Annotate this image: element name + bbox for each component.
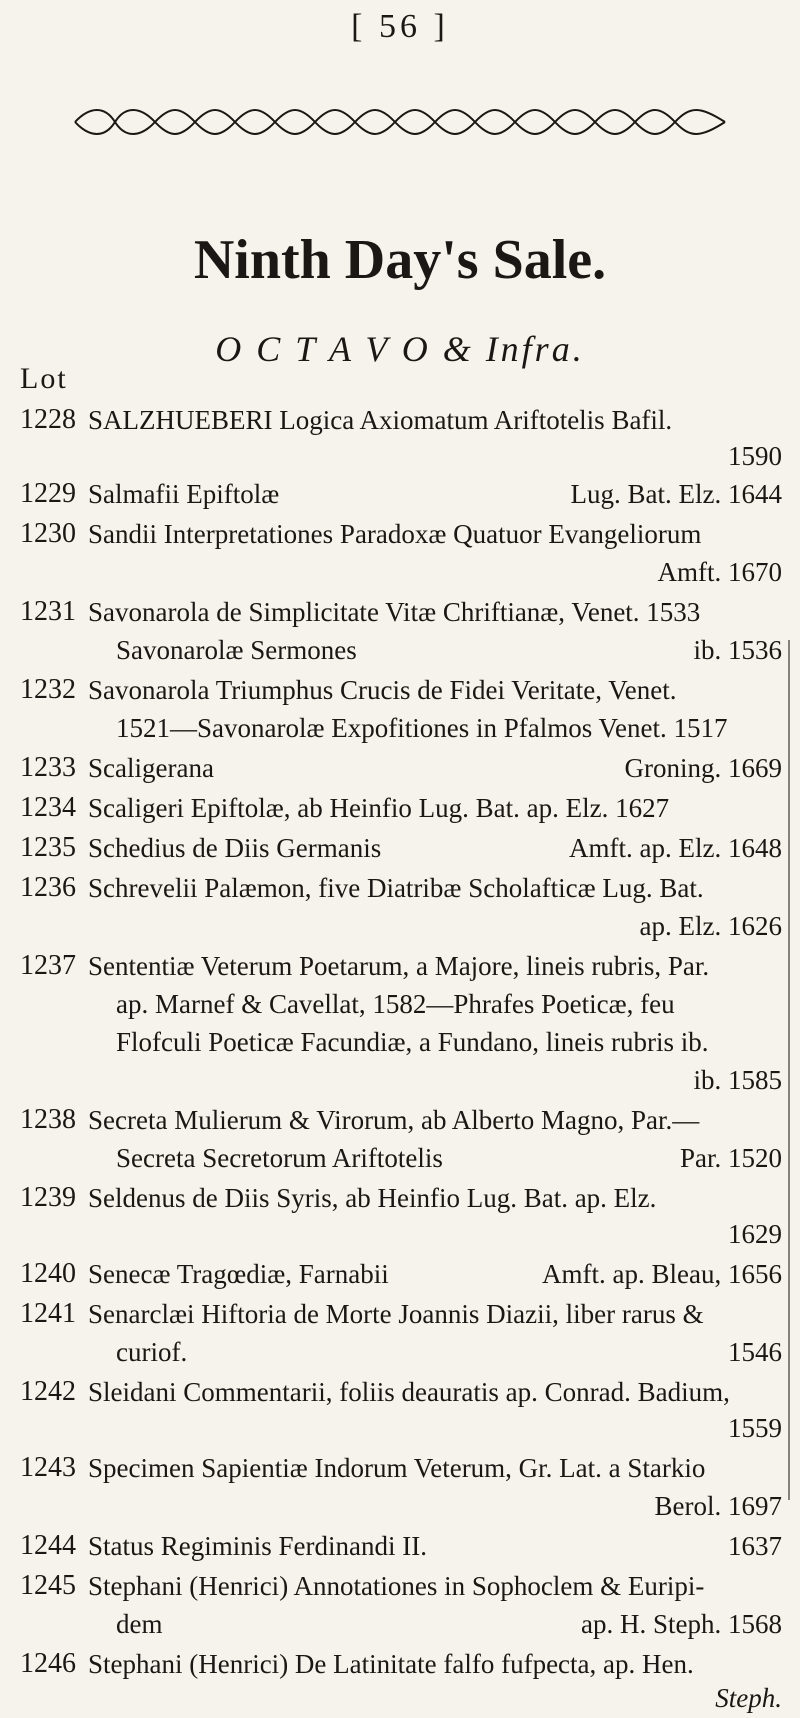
entry-imprint: Amft. ap. Elz. 1648 <box>569 833 782 863</box>
entry-text: Senarclæi Hiftoria de Morte Joannis Diazii, liber rarus & <box>88 1299 704 1329</box>
entry-date: 1546 <box>728 1337 782 1367</box>
entry-text: Savonarola Triumphus Crucis de Fidei Veritate, Venet. <box>88 675 677 705</box>
lot-number: 1236 <box>20 872 76 903</box>
entry-text: curiof. <box>116 1337 188 1367</box>
entry-text: Seldenus de Diis Syris, ab Heinfio Lug. Bat. ap. Elz. <box>88 1183 657 1213</box>
entry-text: Senecæ Tragœdiæ, Farnabii <box>88 1259 389 1289</box>
sale-day-heading: Ninth Day's Sale. <box>193 229 607 291</box>
lot-number: 1238 <box>20 1104 76 1135</box>
entry-imprint: Lug. Bat. Elz. 1644 <box>570 479 782 509</box>
entry-text: 1521—Savonarolæ Expofitiones in Pfalmos Venet. 1517 <box>116 713 728 743</box>
lot-number: 1230 <box>20 518 76 549</box>
lot-number: 1234 <box>20 792 76 823</box>
entry-text: Scaligerana <box>88 753 214 783</box>
entry-text: Savonarola de Simplicitate Vitæ Chriftianæ, Venet. 1533 <box>88 597 701 627</box>
lot-number: 1246 <box>20 1648 76 1679</box>
entry-text: dem <box>116 1609 163 1639</box>
entry-text: Specimen Sapientiæ Indorum Veterum, Gr. Lat. a Starkio <box>88 1453 706 1483</box>
entry-imprint: ap. H. Steph. 1568 <box>581 1609 782 1639</box>
entry-imprint: Par. 1520 <box>679 1143 782 1173</box>
entry-text: Secreta Mulierum & Virorum, ab Alberto Magno, Par.— <box>88 1105 700 1135</box>
entry-text: Sandii Interpretationes Paradoxæ Quatuor Evangeliorum <box>88 519 702 549</box>
lot-number: 1240 <box>20 1258 76 1289</box>
entry-text: SALZHUEBERI Logica Axiomatum Ariftotelis Bafil. <box>88 405 673 435</box>
decorative-ornament-border <box>70 104 730 140</box>
lot-column-label: Lot <box>20 362 68 395</box>
format-subheading: O C T A V O & Infra. <box>215 329 585 369</box>
page-edge-shadow <box>788 640 800 1500</box>
entry-imprint: Steph. <box>715 1683 782 1713</box>
entry-text: Secreta Secretorum Ariftotelis <box>116 1143 443 1173</box>
lot-number: 1245 <box>20 1570 76 1601</box>
lot-number: 1231 <box>20 596 76 627</box>
entry-text: Status Regiminis Ferdinandi II. <box>88 1531 427 1561</box>
entry-imprint: ap. Elz. 1626 <box>639 911 782 941</box>
entry-imprint: Groning. 1669 <box>624 753 782 783</box>
entry-imprint: Amft. 1670 <box>657 557 782 587</box>
lot-number: 1228 <box>20 404 76 435</box>
entry-text: Flofculi Poeticæ Facundiæ, a Fundano, lineis rubris ib. <box>116 1027 709 1057</box>
entry-text: Scaligeri Epiftolæ, ab Heinfio Lug. Bat. ap. Elz. 1627 <box>88 793 670 823</box>
lot-number: 1232 <box>20 674 76 705</box>
entry-date: 1629 <box>728 1219 782 1249</box>
entry-date: 1559 <box>728 1413 782 1443</box>
page-number: [ 56 ] <box>351 8 449 45</box>
lot-number: 1239 <box>20 1182 76 1213</box>
entry-text: Savonarolæ Sermones <box>116 635 357 665</box>
lot-number: 1237 <box>20 950 76 981</box>
entry-text: Schedius de Diis Germanis <box>88 833 382 863</box>
entry-imprint: ib. 1585 <box>693 1065 782 1095</box>
entry-date: 1590 <box>728 441 782 471</box>
entry-text: Schrevelii Palæmon, five Diatribæ Scholafticæ Lug. Bat. <box>88 873 704 903</box>
lot-number: 1243 <box>20 1452 76 1483</box>
lot-number: 1235 <box>20 832 76 863</box>
entry-text: Sententiæ Veterum Poetarum, a Majore, lineis rubris, Par. <box>88 951 710 981</box>
lot-number: 1229 <box>20 478 76 509</box>
lot-number: 1244 <box>20 1530 76 1561</box>
entry-text: Salmafii Epiftolæ <box>88 479 280 509</box>
entry-text: Stephani (Henrici) Annotationes in Sophoclem & Euripi- <box>88 1571 705 1601</box>
lot-number: 1242 <box>20 1376 76 1407</box>
lot-number: 1233 <box>20 752 76 783</box>
entry-imprint: Amft. ap. Bleau, 1656 <box>542 1259 782 1289</box>
entry-text: Sleidani Commentarii, foliis deauratis ap. Conrad. Badium, <box>88 1377 730 1407</box>
entry-imprint: Berol. 1697 <box>654 1491 782 1521</box>
entry-text: ap. Marnef & Cavellat, 1582—Phrafes Poeticæ, feu <box>116 989 675 1019</box>
lot-number: 1241 <box>20 1298 76 1329</box>
entry-text: Stephani (Henrici) De Latinitate falfo fufpecta, ap. Hen. <box>88 1649 694 1679</box>
entry-date: 1637 <box>728 1531 782 1561</box>
entry-imprint: ib. 1536 <box>693 635 782 665</box>
